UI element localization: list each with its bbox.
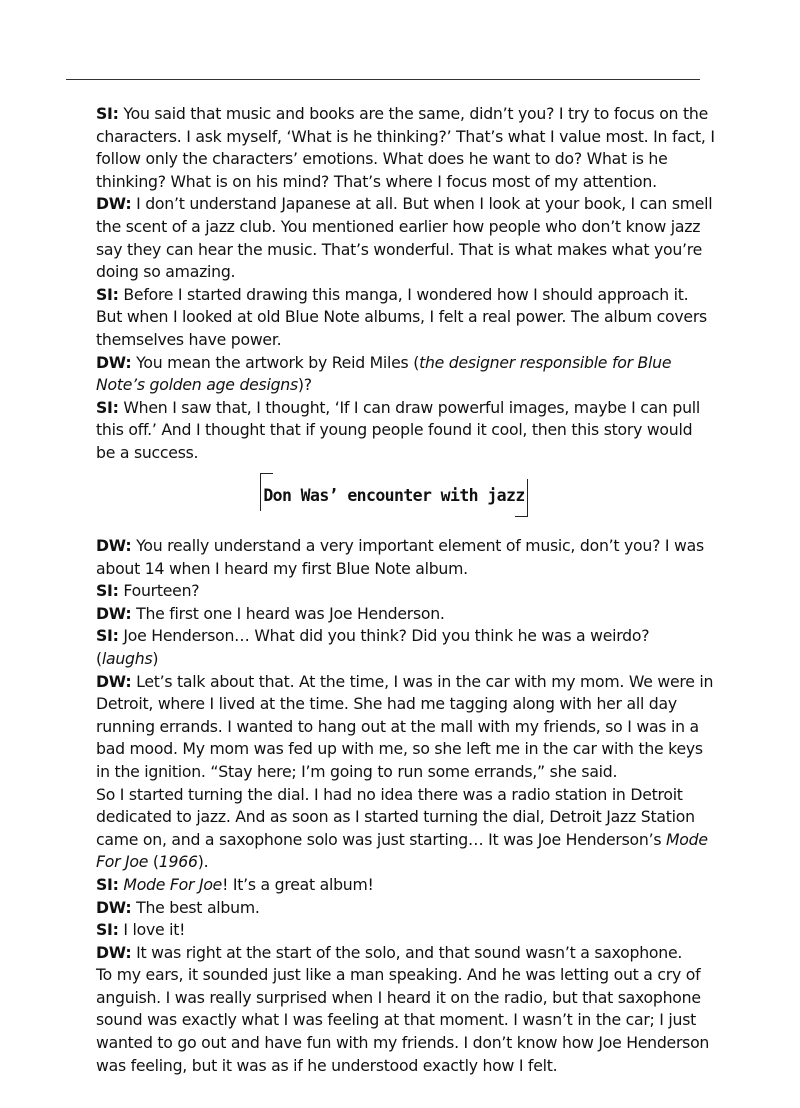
speaker-label: DW: — [96, 352, 132, 372]
speaker-label: DW: — [96, 194, 132, 214]
dialogue-paragraph — [96, 897, 716, 920]
dialogue-text: You mean the artwork by Reid Miles ( — [131, 352, 420, 372]
bracket-corner-top-left — [260, 473, 273, 511]
dialogue-text: I love it! — [118, 920, 186, 940]
speaker-label: DW: — [96, 536, 132, 555]
speaker-label: SI: — [96, 104, 119, 123]
dialogue-paragraph — [96, 193, 716, 283]
dialogue-text: ). — [197, 852, 209, 872]
dialogue-paragraph — [96, 671, 716, 784]
dialogue-paragraph — [96, 103, 716, 193]
dialogue-paragraph — [96, 964, 716, 1077]
speaker-label: SI: — [96, 397, 119, 417]
dialogue-text: Let’s talk about that. At the time, I was in the car with my mom. We were in Detroit, where I lived at the time. She had me tagging along with her all day running errands. I wanted to hang out at the mall with my friends, so I was in a bad mood. My mom was fed up with me, so she left me in the car with the keys in the ignition. “Stay here; I’m going to run some errands,” she said. — [96, 671, 714, 781]
dialogue-text: Before I started drawing this manga, I wondered how I should approach it. But when I looked at old Blue Note albums, I felt a real power. The album covers themselves have power. — [96, 284, 707, 349]
dialogue-paragraph — [96, 580, 716, 603]
dialogue-paragraph — [96, 942, 716, 965]
italic-text: 1966 — [158, 852, 198, 872]
section-heading: Don Was’ encounter with jazz — [263, 485, 525, 505]
dialogue-text: You said that music and books are the same, didn’t you? I try to focus on the characters. I ask myself, ‘What is he thinking?’ That’s what I value most. In fact, I follow only the characters’ emotions. What does he want to do? What is he thinking? What is on his mind? That’s where I focus most of my attention. — [96, 104, 715, 191]
dialogue-text: It was right at the start of the solo, and that sound wasn’t a saxophone. — [131, 942, 683, 962]
dialogue-paragraph — [96, 284, 716, 352]
dialogue-text: ! It’s a great album! — [222, 874, 374, 894]
speaker-label: DW: — [96, 603, 132, 623]
speaker-label: SI: — [96, 581, 119, 601]
section-heading-box — [260, 473, 528, 517]
dialogue-text: You really understand a very important element of music, don’t you? I was about 14 when I heard my first Blue Note album. — [96, 536, 704, 578]
italic-text: laughs — [101, 648, 153, 668]
dialogue-text: The best album. — [131, 897, 260, 917]
italic-text: Mode For Joe — [96, 829, 708, 872]
dialogue-paragraph — [96, 874, 716, 897]
speaker-label: SI: — [96, 626, 119, 646]
speaker-label: DW: — [96, 942, 132, 962]
italic-text: the designer responsible for Blue Note’s golden age designs — [96, 352, 672, 395]
dialogue-text: When I saw that, I thought, ‘If I can draw powerful images, maybe I can pull this off.’ And I thought that if young people found it cool, then this story would be a success. — [96, 397, 700, 462]
speaker-label: SI: — [96, 920, 119, 940]
dialogue-paragraph — [96, 352, 716, 397]
dialogue-text: I don’t understand Japanese at all. But when I look at your book, I can smell the scent of a jazz club. You mentioned earlier how people who don’t know jazz say they can hear the music. That’s wonderful. That is what makes what you’re doing so amazing. — [96, 194, 713, 282]
dialogue-text: To my ears, it sounded just like a man speaking. And he was letting out a cry of anguish. I was really surprised when I heard it on the radio, but that saxophone sound was exactly what I was feeling at that moment. I wasn’t in the car; I just wanted to go out and have fun with my friends. I don’t know how Joe Henderson was feeling, but it was as if he understood exactly how I felt. — [96, 965, 710, 1075]
dialogue-text: ( — [148, 852, 159, 872]
dialogue-text: Joe Henderson… What did you think? Did you think he was a weirdo? ( — [96, 626, 650, 668]
bracket-corner-bottom-right — [515, 479, 528, 517]
speaker-label: DW: — [96, 671, 132, 691]
dialogue-paragraph — [96, 397, 716, 465]
dialogue-block-before — [96, 103, 716, 465]
dialogue-paragraph — [96, 625, 716, 670]
dialogue-text: The first one I heard was Joe Henderson. — [131, 603, 445, 623]
dialogue-paragraph — [96, 784, 716, 874]
dialogue-paragraph — [96, 535, 716, 580]
dialogue-text: )? — [297, 375, 312, 395]
top-rule — [66, 79, 700, 80]
dialogue-paragraph — [96, 603, 716, 626]
dialogue-text: So I started turning the dial. I had no idea there was a radio station in Detroit dedicated to jazz. And as soon as I started turning the dial, Detroit Jazz Station came on, and a saxophone solo was just starting… It was Joe Henderson’s — [96, 784, 695, 849]
dialogue-block-after — [96, 535, 716, 1077]
speaker-label: SI: — [96, 284, 119, 304]
dialogue-paragraph — [96, 919, 716, 942]
dialogue-text: ) — [152, 648, 159, 668]
speaker-label: DW: — [96, 897, 132, 917]
speaker-label: SI: — [96, 874, 119, 894]
dialogue-text: Fourteen? — [118, 581, 200, 601]
italic-text: Mode For Joe — [123, 874, 223, 894]
